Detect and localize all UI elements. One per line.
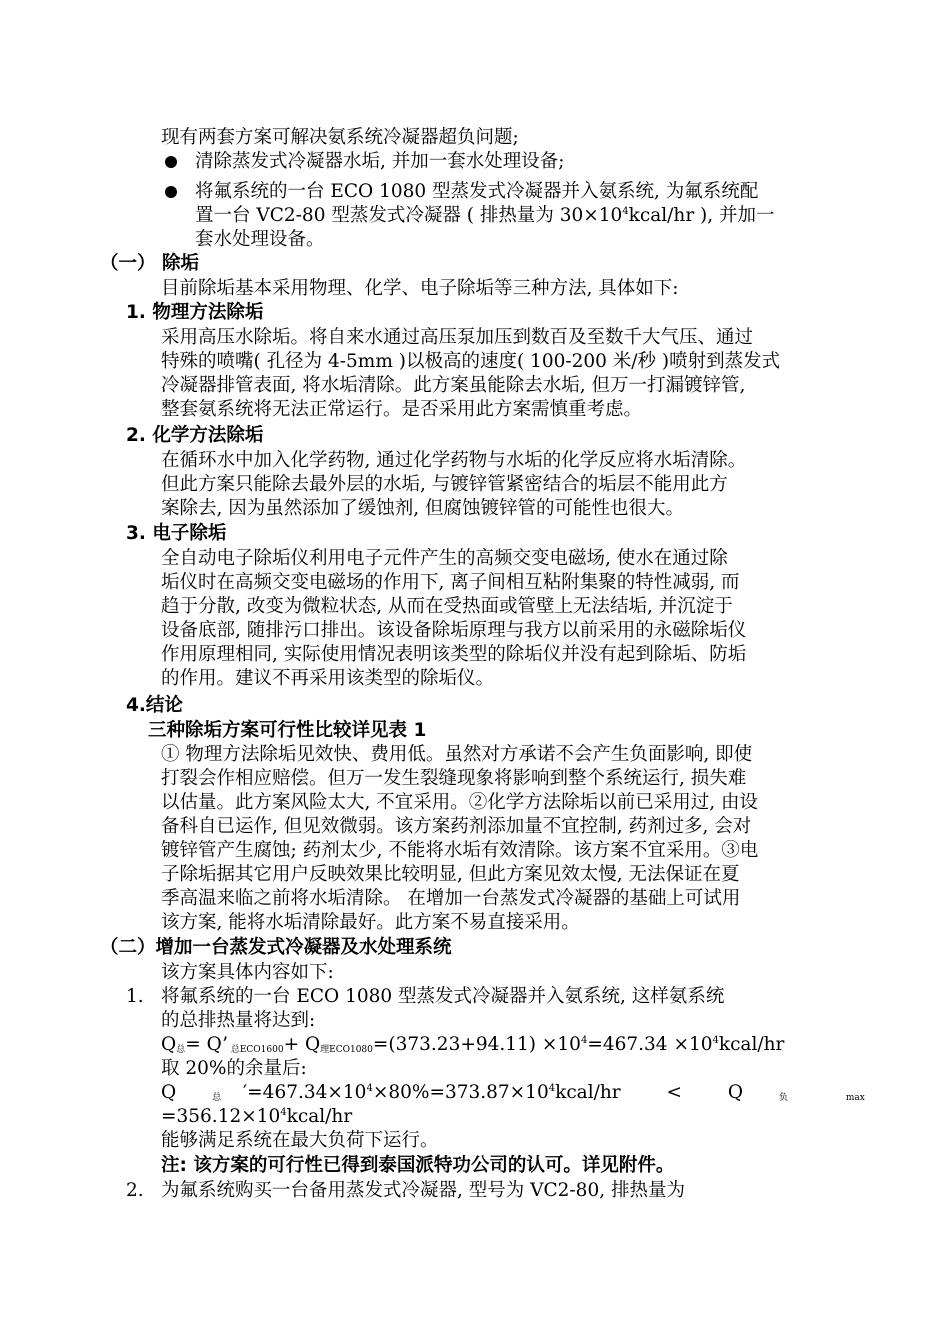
method-3-line-3: 趋于分散, 改变为微粒状态, 从而在受热面或管壁上无法结垢, 并沉淀于 [161,596,733,617]
intro-lead: 现有两套方案可解决氨系统冷凝器超负问题; [161,127,519,148]
margin-text: 取 20%的余量后: [161,1058,307,1079]
method-2-line-1: 在循环水中加入化学药物, 通过化学药物与水垢的化学反应将水垢清除。 [161,450,747,471]
conclusion-line-2: 打裂会作相应赔偿。但万一发生裂缝现象将影响到整个系统运行, 损失难 [161,768,747,789]
bullet-icon [165,186,177,198]
conclusion-title: 4.结论 [126,695,183,716]
intro-bullet-1: 清除蒸发式冷凝器水垢, 并加一套水处理设备; [195,151,565,172]
method-3-line-5: 作用原理相同, 实际使用情况表明该类型的除垢仪并没有起到除垢、防垢 [161,644,747,665]
conclusion-line-8: 该方案, 能将水垢清除最好。此方案不易直接采用。 [161,912,580,933]
conclusion-subtitle: 三种除垢方案可行性比较详见表 1 [148,720,427,741]
section-2-lead: 该方案具体内容如下: [161,962,334,983]
conclusion-line-5: 镀锌管产生腐蚀; 药剂太少, 不能将水垢有效清除。该方案不宜采用。③电 [161,840,759,861]
intro-bullet-2-line-1: 将氟系统的一台 ECO 1080 型蒸发式冷凝器并入氨系统, 为氟系统配 [195,181,759,202]
section-2-heading: （二）增加一台蒸发式冷凝器及水处理系统 [100,937,452,958]
method-2-title: 2. 化学方法除垢 [126,425,264,446]
item-1-line-1: 将氟系统的一台 ECO 1080 型蒸发式冷凝器并入氨系统, 这样氨系统 [161,986,725,1007]
formula-margin: Q $_总$ $'=467.34\times 10^4\times 80\%=373.87\times 10^4kcal/hr < Q$ $_负$ $_{max}$ [161,1082,865,1103]
item-1-number: 1. [126,986,144,1007]
note-text: 注: 该方案的可行性已得到泰国派特功公司的认可。详见附件。 [161,1155,675,1176]
bullet-icon [165,156,177,168]
section-1-heading: （一） 除垢 [100,253,199,274]
method-1-line-4: 整套氨系统将无法正常运行。是否采用此方案需慎重考虑。 [161,399,643,420]
conclusion-line-7: 季高温来临之前将水垢清除。 在增加一台蒸发式冷凝器的基础上可试用 [161,888,741,909]
method-3-line-4: 设备底部, 随排污口排出。该设备除垢原理与我方以前采用的永磁除垢仪 [161,620,747,641]
method-1-title: 1. 物理方法除垢 [126,302,264,323]
method-1-line-3: 冷凝器排管表面, 将水垢清除。此方案虽能除去水垢, 但万一打漏镀锌管, [161,375,746,396]
method-3-title: 3. 电子除垢 [126,523,227,544]
formula-max-load: $=356.12\times 10^4kcal/hr$ [161,1106,353,1127]
conclusion-line-6: 子除垢据其它用户反映效果比较明显, 但此方案见效太慢, 无法保证在夏 [161,864,740,885]
conclusion-line-3: 以估量。此方案风险太大, 不宜采用。②化学方法除垢以前已采用过, 由设 [161,792,759,813]
formula-total-heat: $Q_总= Q$’ $_{总ECO1600}+ Q_{理ECO1080}=(373.23+94.11) \times 10^4=467.34$ $\times 10^4kcal/hr$ [161,1034,785,1055]
method-1-line-2: 特殊的喷嘴( 孔径为 4-5mm )以极高的速度( 100-200 米/秒 )喷射到蒸发式 [161,351,781,372]
method-2-line-3: 案除去, 因为虽然添加了缓蚀剂, 但腐蚀镀锌管的可能性也很大。 [161,498,685,519]
conclusion-line-1: ① 物理方法除垢见效快、费用低。虽然对方承诺不会产生负面影响, 即使 [161,744,753,765]
item-1-line-2: 的总排热量将达到: [161,1010,316,1031]
item-2-number: 2. [126,1180,144,1201]
result-text: 能够满足系统在最大负荷下运行。 [161,1130,439,1151]
intro-bullet-2-line-3: 套水处理设备。 [195,229,325,250]
conclusion-line-4: 备科自已运作, 但见效微弱。该方案药剂添加量不宜控制, 药剂过多, 会对 [161,816,752,837]
method-1-line-1: 采用高压水除垢。将自来水通过高压泵加压到数百及至数千大气压、通过 [161,327,754,348]
method-3-line-1: 全自动电子除垢仪利用电子元件产生的高频交变电磁场, 使水在通过除 [161,548,728,569]
method-2-line-2: 但此方案只能除去最外层的水垢, 与镀锌管紧密结合的垢层不能用此方 [161,474,728,495]
item-2-line-1: 为氟系统购买一台备用蒸发式冷凝器, 型号为 VC2-80, 排热量为 [161,1180,685,1201]
section-1-lead: 目前除垢基本采用物理、化学、电子除垢等三种方法, 具体如下: [161,278,679,299]
method-3-line-6: 的作用。建议不再采用该类型的除垢仪。 [161,668,495,689]
intro-bullet-2-line-2: 置一台 VC2-80 型蒸发式冷凝器 ( 排热量为 $30\times 10^4kcal/hr$ ), 并加一 [195,205,775,226]
method-3-line-2: 垢仪时在高频交变电磁场的作用下, 离子间相互粘附集聚的特性减弱, 而 [161,572,740,593]
